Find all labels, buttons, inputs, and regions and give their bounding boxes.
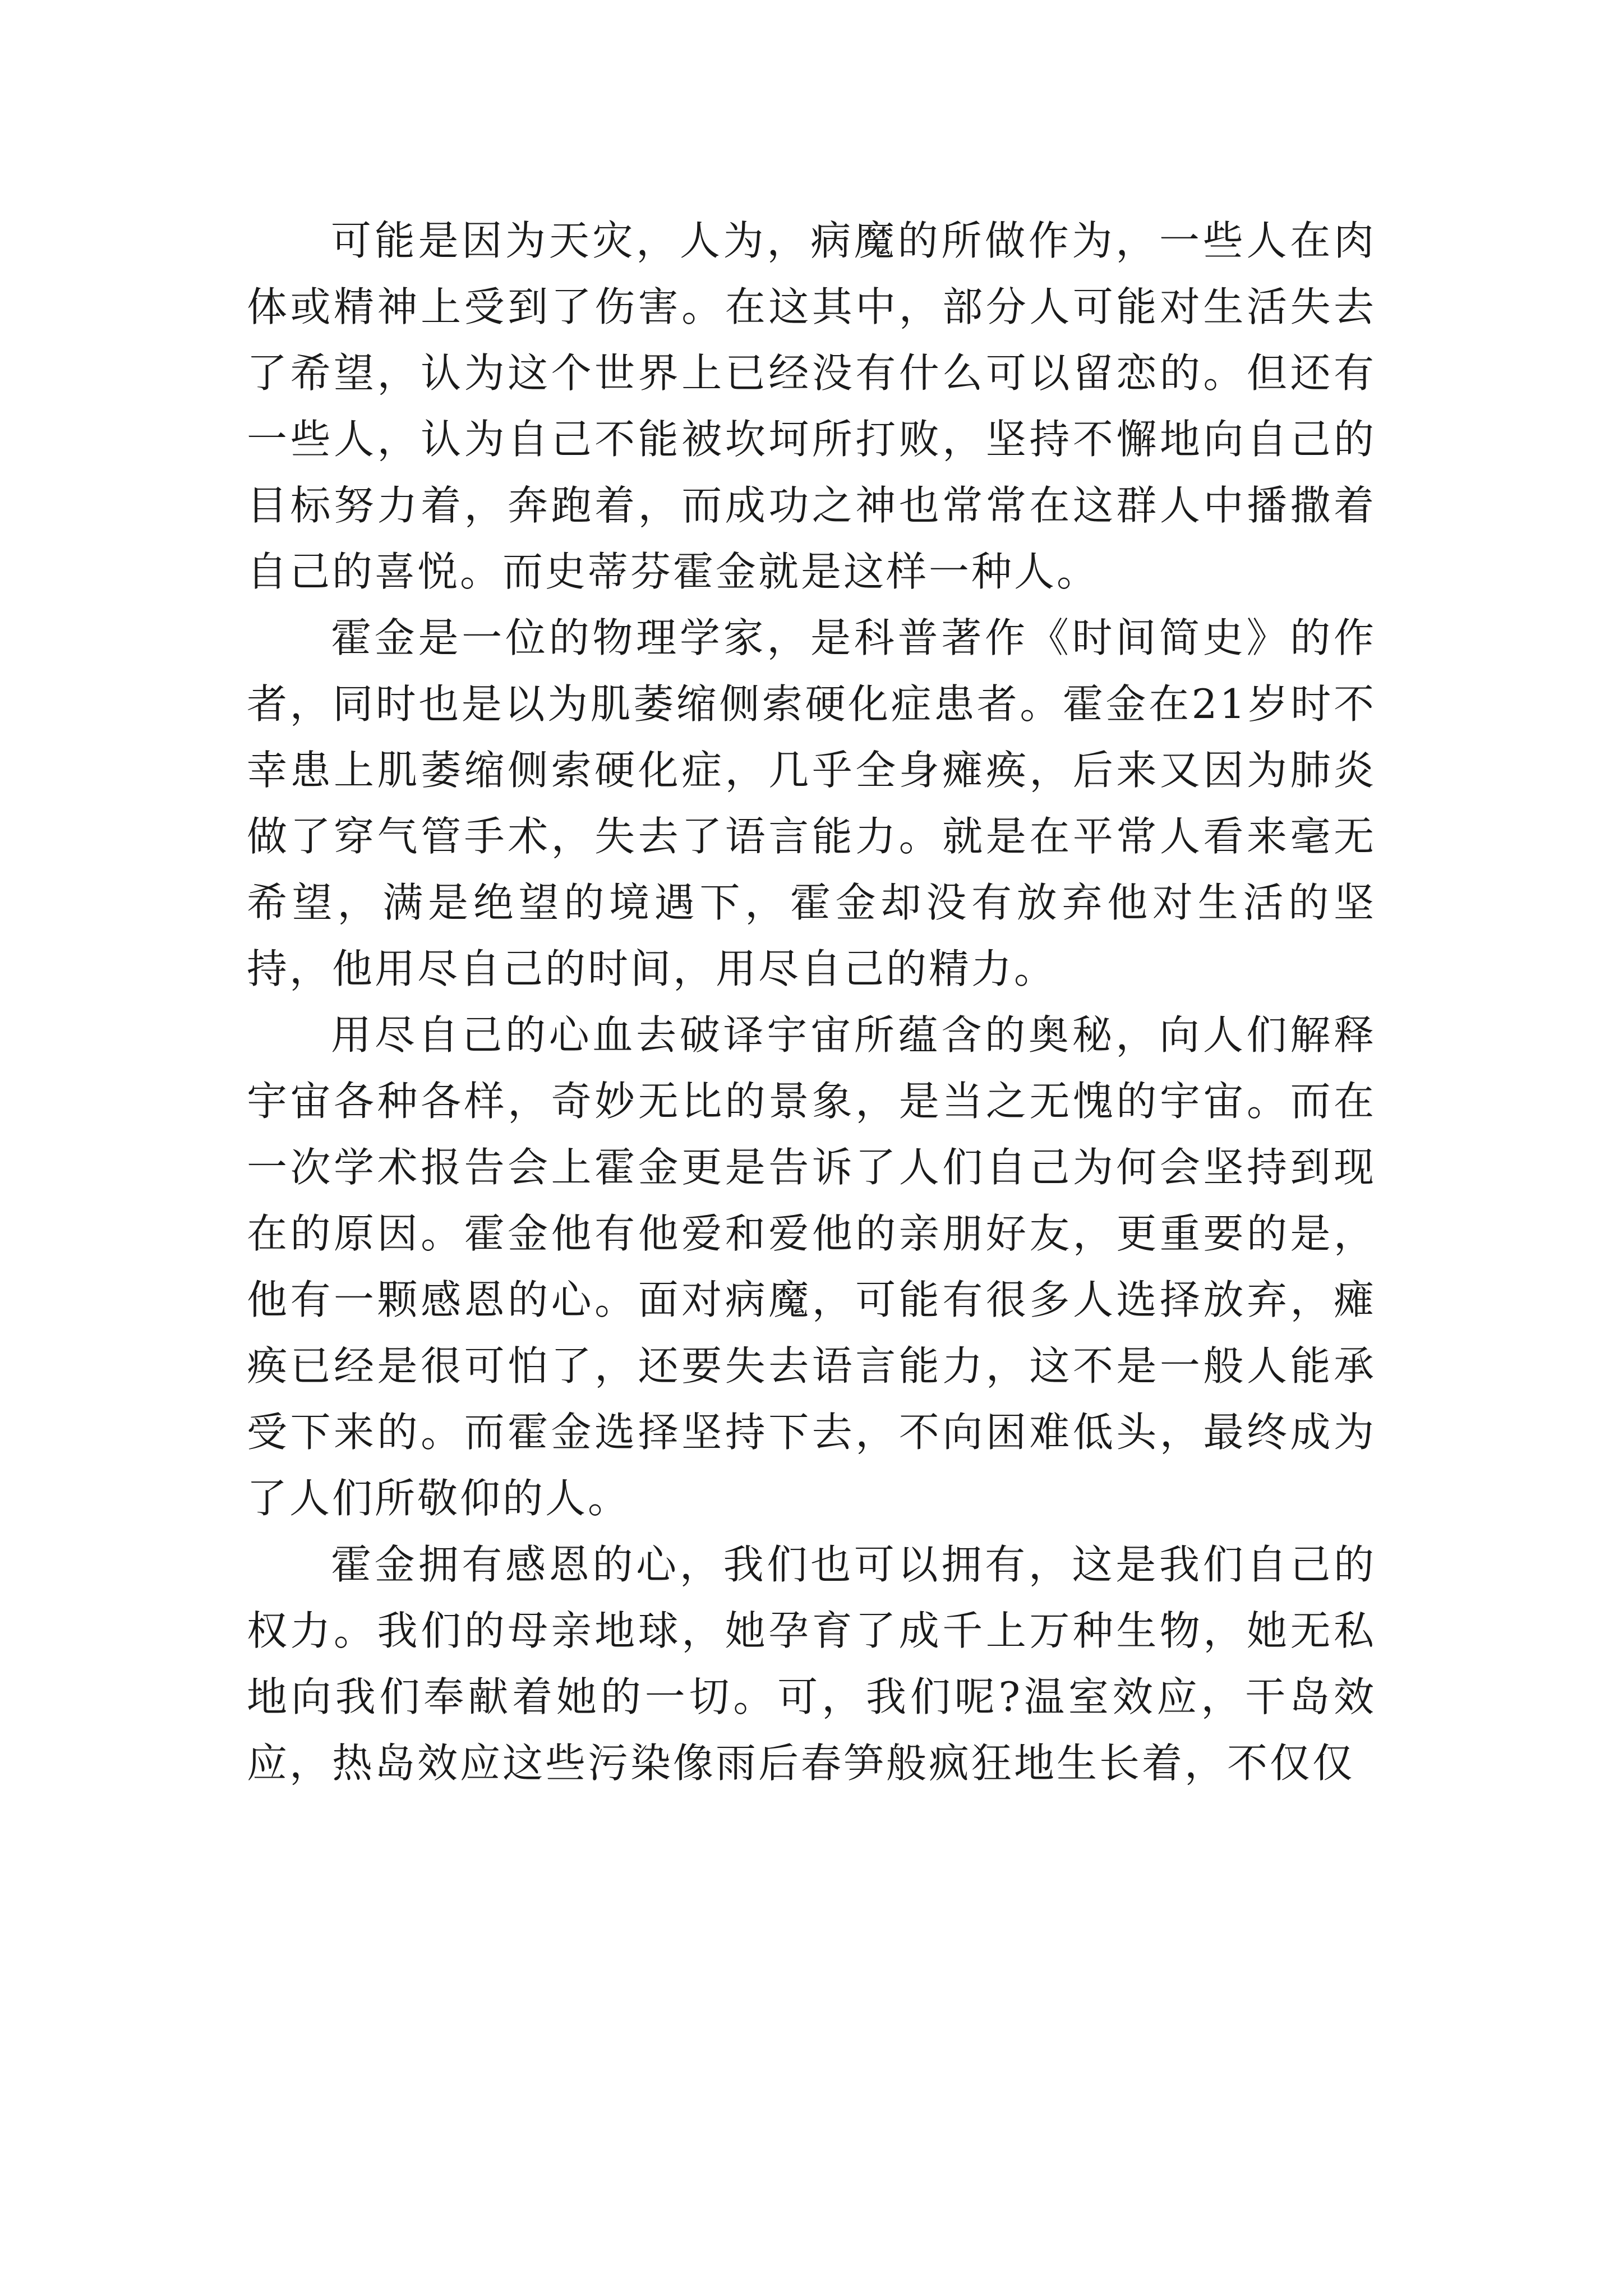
paragraph-1: 可能是因为天灾，人为，病魔的所做作为，一些人在肉体或精神上受到了伤害。在这其中，部分人可能对生活失去了希望，认为这个世界上已经没有什么可以留恋的。但还有一些人，认为自己不能被坎坷所打败，坚持不懈地向自己的目标努力着，奔跑着，而成功之神也常常在这群人中播撒着自己的喜悦。而史蒂芬霍金就是这样一种人。 — [247, 217, 1376, 595]
paragraph-2: 霍金是一位的物理学家，是科普著作《时间简史》的作者，同时也是以为肌萎缩侧索硬化症患者。霍金在21岁时不幸患上肌萎缩侧索硬化症，几乎全身瘫痪，后来又因为肺炎做了穿气管手术，失去了语言能力。就是在平常人看来毫无希望，满是绝望的境遇下，霍金却没有放弃他对生活的坚持，他用尽自己的时间，用尽自己的精力。 — [247, 614, 1376, 992]
paragraph-4: 霍金拥有感恩的心，我们也可以拥有，这是我们自己的权力。我们的母亲地球，她孕育了成千上万种生物，她无私地向我们奉献着她的一切。可，我们呢?温室效应，干岛效应，热岛效应这些污染像雨后春笋般疯狂地生长着，不仅仅 — [247, 1541, 1376, 1787]
paragraph-3: 用尽自己的心血去破译宇宙所蕴含的奥秘，向人们解释宇宙各种各样，奇妙无比的景象，是当之无愧的宇宙。而在一次学术报告会上霍金更是告诉了人们自己为何会坚持到现在的原因。霍金他有他爱和爱他的亲朋好友，更重要的是，他有一颗感恩的心。面对病魔，可能有很多人选择放弃，瘫痪已经是很可怕了，还要失去语言能力，这不是一般人能承受下来的。而霍金选择坚持下去，不向困难低头，最终成为了人们所敬仰的人。 — [247, 1011, 1376, 1522]
document-body — [247, 208, 1376, 1796]
